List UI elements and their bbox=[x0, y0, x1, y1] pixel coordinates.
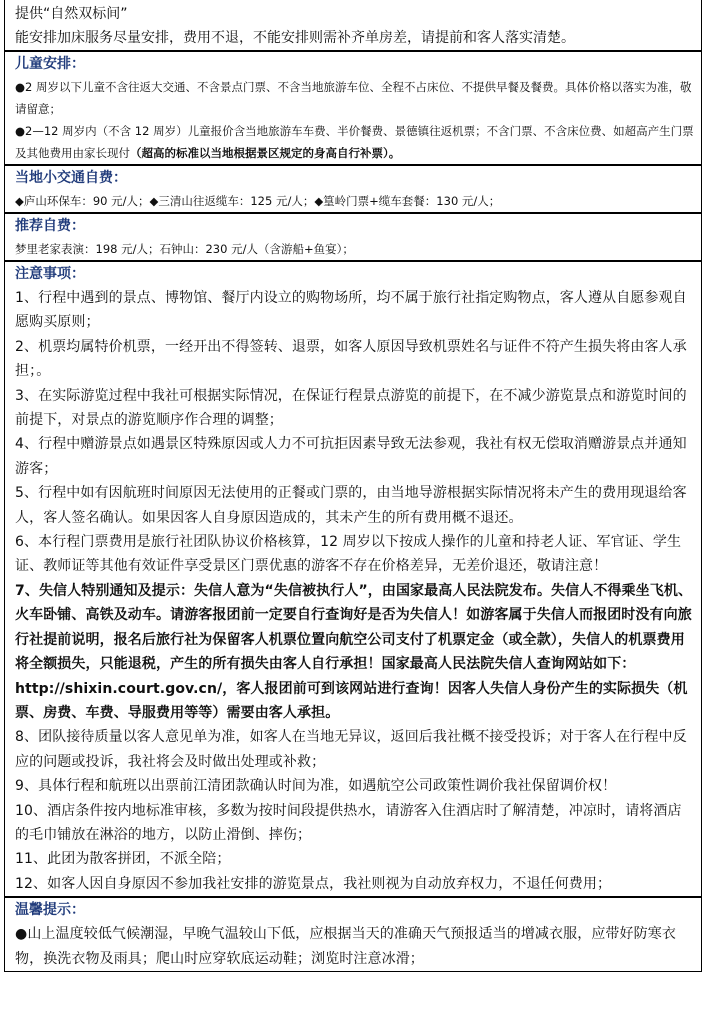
room-line-2: 能安排加床服务尽量安排，费用不退，不能安排则需补齐单房差，请提前和客人落实清楚。 bbox=[15, 30, 575, 46]
note-9: 9、具体行程和航班以出票前江清团款确认时间为准，如遇航空公司政策性调价我社保留调价权！ bbox=[15, 778, 617, 795]
note-8: 8、团队接待质量以客人意见单为准，如客人在当地无异议，返回后我社概不接受投诉；对于客人在行程中反应的问题或投诉，我社将会及时做出处理或补救； bbox=[15, 729, 687, 770]
notes-heading: 注意事项： bbox=[15, 266, 85, 282]
notes-section bbox=[5, 262, 701, 898]
tips-heading: 温馨提示： bbox=[15, 902, 85, 919]
transport-line: ◆庐山环保车：90 元/人；◆三清山往返缆车：125 元/人；◆篁岭门票+缆车套餐：130 元/人； bbox=[15, 194, 501, 208]
note-10: 10、酒店条件按内地标准审核，多数为按时间段提供热水，请游客入住酒店时了解清楚，冲凉时，请将酒店的毛巾铺放在淋浴的地方，以防止滑倒、摔伤； bbox=[15, 802, 682, 843]
note-6: 6、本行程门票费用是旅行社团队协议价格核算，12 周岁以下按成人操作的儿童和持老人证、军官证、学生证、教师证等其他有效证件享受景区门票优惠的游客不存在价格差异，无差价退还，敬请注意！ bbox=[15, 534, 682, 575]
child-heading: 儿童安排： bbox=[15, 56, 85, 72]
note-2: 2、机票均属特价机票，一经开出不得签转、退票，如客人原因导致机票姓名与证件不符产生损失将由客人承担；。 bbox=[15, 338, 687, 380]
transport-heading: 当地小交通自费： bbox=[15, 170, 127, 186]
child-section bbox=[5, 52, 701, 166]
document-page bbox=[4, 0, 702, 972]
note-5: 5、行程中如有因航班时间原因无法使用的正餐或门票的，由当地导游根据实际情况将未产生的费用现退给客人，客人签名确认。如果因客人自身原因造成的，其未产生的所有费用概不退还。 bbox=[15, 485, 687, 526]
tips-line: ●山上温度较低气候潮湿，早晚气温较山下低，应根据当天的准确天气预报适当的增减衣服，应带好防寒衣物，换洗衣物及雨具；爬山时应穿软底运动鞋；浏览时注意冰滑； bbox=[15, 926, 676, 967]
tips-section bbox=[5, 898, 701, 972]
transport-section bbox=[5, 166, 701, 214]
note-4: 4、行程中赠游景点如遇景区特殊原因或人力不可抗拒因素导致无法参观，我社有权无偿取消赠游景点并通知游客； bbox=[15, 436, 687, 477]
note-11: 11、此团为散客拼团，不派全陪； bbox=[15, 851, 231, 868]
note-3: 3、在实际游览过程中我社可根据实际情况，在保证行程景点游览的前提下，在不减少游览景点和游览时间的前提下，对景点的游览顺序作合理的调整； bbox=[15, 387, 687, 429]
note-1: 1、行程中遇到的景点、博物馆、餐厅内设立的购物场所，均不属于旅行社指定购物点，客人遵从自愿参观自愿购买原则； bbox=[15, 290, 687, 331]
room-section bbox=[5, 0, 701, 52]
room-line-1: 提供“自然双标间” bbox=[15, 6, 128, 22]
optional-line: 梦里老家表演：198 元/人；石钟山：230 元/人（含游船+鱼宴）； bbox=[15, 242, 354, 256]
optional-heading: 推荐自费： bbox=[15, 218, 85, 234]
note-12: 12、如客人因自身原因不参加我社安排的游览景点，我社则视为自动放弃权力，不退任何费用； bbox=[15, 875, 612, 892]
child-item-2 bbox=[15, 120, 695, 164]
note-7-dishonest-notice: 7、失信人特别通知及提示：失信人意为“失信被执行人”，由国家最高人民法院发布。失信人不得乘坐飞机、火车卧铺、高铁及动车。请游客报团前一定要自行查询好是否为失信人！如游客属于失信人而报团时没有向旅行社提前说明，报名后旅行社为保留客人机票位置向航空公司支付了机票定金（或全款），失信人的机票费用将全额损失，只能退税，产生的所有损失由客人自行承担！国家最高人民法院失信人查询网站如下： http://shixin.court.gov.cn/，客人报团前可到该网站进行查询！因客人失信人身份产生的实际损失（机票、房费、车费、导服费用等等）需要由客人承担。 bbox=[15, 582, 693, 721]
child-item-2-text: ●2—12 周岁内（不含 12 周岁）儿童报价含当地旅游车车费、半价餐费、景德镇往返机票；不含门票、不含床位费、如超高产生门票及其他费用由家长现付 bbox=[15, 124, 694, 160]
optional-section bbox=[5, 214, 701, 262]
child-item-2-bold: （超高的标准以当地根据景区规定的身高自行补票）。 bbox=[130, 146, 401, 160]
child-item-1: ●2 周岁以下儿童不含往返大交通、不含景点门票、不含当地旅游车位、全程不占床位、不提供早餐及餐费。具体价格以落实为准，敬请留意； bbox=[15, 80, 692, 116]
